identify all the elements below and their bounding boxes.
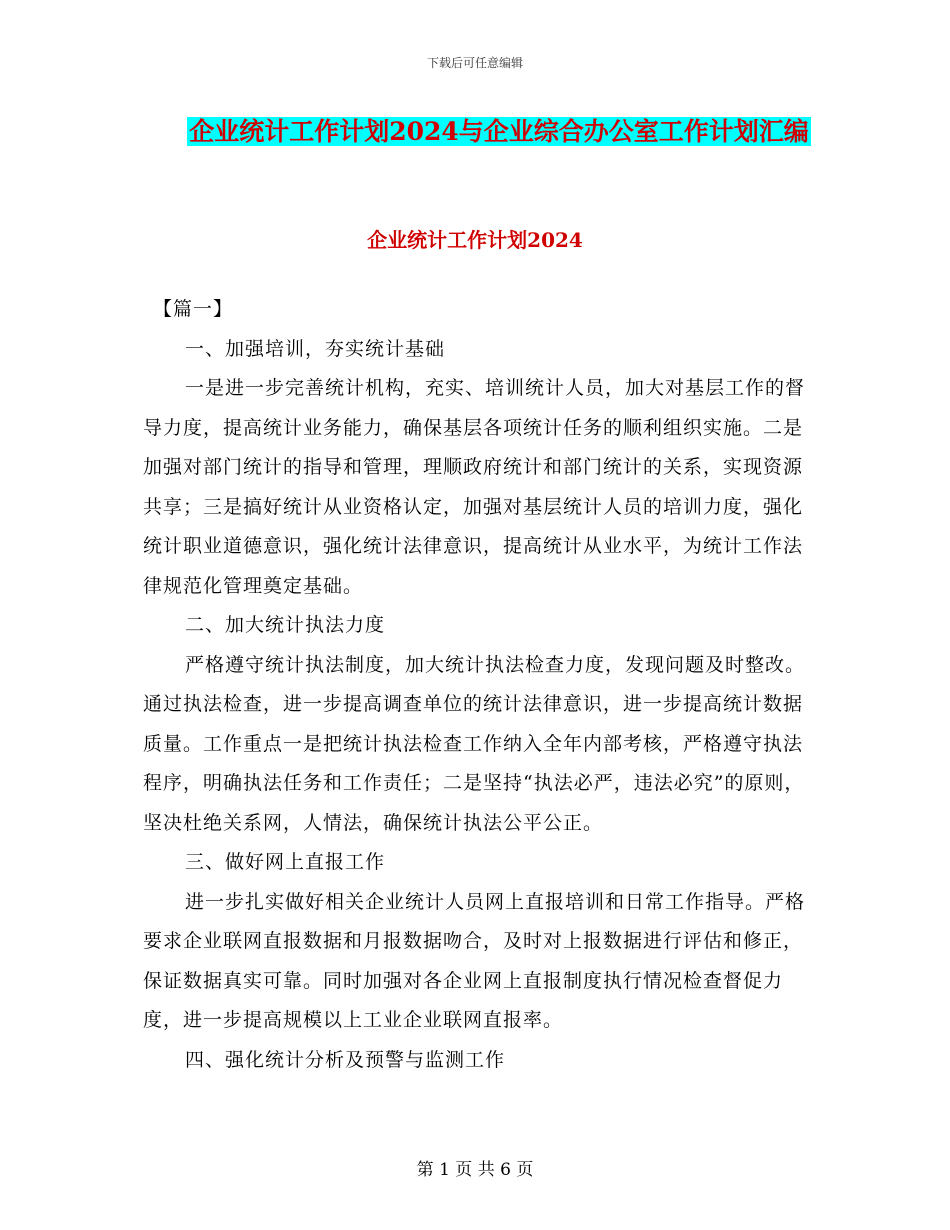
document-title-text: 企业统计工作计划2024与企业综合办公室工作计划汇编 bbox=[189, 117, 809, 146]
header-note: 下载后可任意编辑 bbox=[426, 56, 523, 70]
part-label: 【篇一】 bbox=[153, 298, 234, 320]
heading-3: 三、做好网上直报工作 bbox=[185, 851, 386, 873]
paragraph-3: 进一步扎实做好相关企业统计人员网上直报培训和日常工作指导。严格要求企业联网直报数据和月报数据吻合，及时对上报数据进行评估和修正，保证数据真实可靠。同时加强对各企业网上直报制度执行情况检查督促力度，进一步提高规模以上工业企业联网直报率。 bbox=[143, 890, 806, 1031]
paragraph-2: 严格遵守统计执法制度，加大统计执法检查力度，发现问题及时整改。通过执法检查，进一步提高调查单位的统计法律意识，进一步提高统计数据质量。工作重点一是把统计执法检查工作纳入全年内部考核，严格遵守执法程序，明确执法任务和工作责任；二是坚持“执法必严，违法必究”的原则，坚决杜绝关系网，人情法，确保统计执法公平公正。 bbox=[143, 653, 806, 834]
section-title: 企业统计工作计划2024 bbox=[367, 228, 583, 252]
document-title bbox=[140, 110, 858, 154]
document-body bbox=[143, 290, 808, 1080]
heading-1: 一、加强培训，夯实统计基础 bbox=[185, 337, 446, 360]
heading-4: 四、强化统计分析及预警与监测工作 bbox=[185, 1048, 506, 1071]
page-footer: 第 1 页 共 6 页 bbox=[416, 1160, 534, 1180]
paragraph-1: 一是进一步完善统计机构，充实、培训统计人员，加大对基层工作的督导力度，提高统计业务能力，确保基层各项统计任务的顺利组织实施。二是加强对部门统计的指导和管理，理顺政府统计和部门统计的关系，实现资源共享；三是搞好统计从业资格认定，加强对基层统计人员的培训力度，强化统计职业道德意识，强化统计法律意识，提高统计从业水平，为统计工作法律规范化管理奠定基础。 bbox=[143, 377, 806, 597]
heading-2: 二、加大统计执法力度 bbox=[185, 614, 386, 636]
